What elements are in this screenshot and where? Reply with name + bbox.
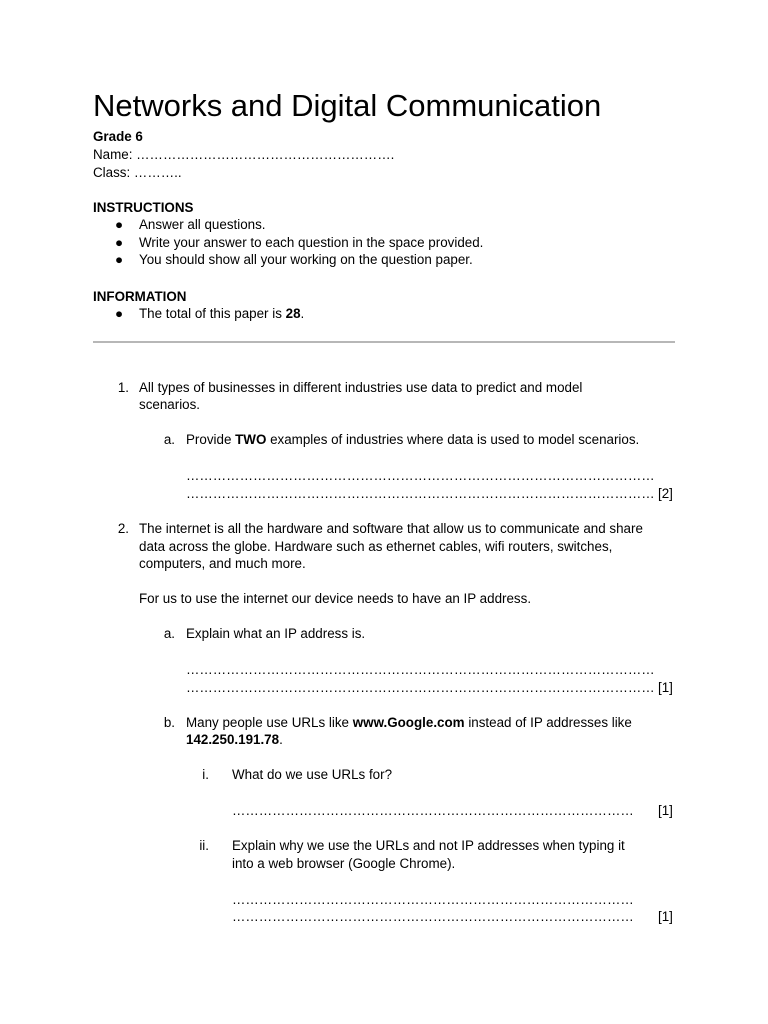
subpart-text: Explain why we use the URLs and not IP addresses when typing it (232, 838, 625, 853)
grade-label: Grade 6 (93, 129, 143, 144)
answer-line: …………………………………………………………………………………………… (186, 486, 655, 501)
part-letter: b. (163, 715, 175, 730)
part-text: Provide TWO examples of industries where data is used to model scenarios. (186, 432, 640, 447)
information-heading: INFORMATION (93, 289, 187, 304)
bullet-icon: ● (115, 252, 124, 267)
class-field: Class: ……….. (93, 165, 182, 180)
instructions-heading: INSTRUCTIONS (93, 200, 194, 215)
answer-line: …………………………………………………………………………………………… (186, 662, 655, 677)
answer-line: ……………………………………………………………………………… (232, 892, 634, 907)
name-field: Name: …………………………………………………. (93, 147, 395, 162)
section-divider (93, 341, 675, 343)
bullet-icon: ● (115, 306, 124, 321)
subpart-label: i. (202, 767, 209, 782)
question-number: 2. (117, 521, 129, 536)
subpart-text: into a web browser (Google Chrome). (232, 856, 456, 871)
part-letter: a. (163, 626, 175, 641)
question-text: The internet is all the hardware and software that allow us to communicate and share (139, 521, 643, 536)
subpart-text: What do we use URLs for? (232, 767, 393, 782)
marks-label: [1] (658, 680, 673, 695)
marks-label: [1] (658, 803, 673, 818)
paper-total: The total of this paper is 28. (139, 306, 305, 321)
question-text: data across the globe. Hardware such as ethernet cables, wifi routers, switches, (139, 539, 613, 554)
subpart-label: ii. (199, 838, 209, 853)
question-number: 1. (117, 380, 129, 395)
page-title: Networks and Digital Communication (93, 88, 602, 123)
question-text: scenarios. (139, 397, 201, 412)
marks-label: [1] (658, 909, 673, 924)
part-letter: a. (163, 432, 175, 447)
answer-line: ……………………………………………………………………………… (232, 803, 634, 818)
answer-line: …………………………………………………………………………………………… (186, 680, 655, 695)
part-text: 142.250.191.78. (186, 732, 283, 747)
part-text: Many people use URLs like www.Google.com instead of IP addresses like (186, 715, 632, 730)
question-text: For us to use the internet our device needs to have an IP address. (139, 591, 532, 606)
marks-label: [2] (658, 486, 673, 501)
bullet-icon: ● (115, 217, 124, 232)
answer-line: ……………………………………………………………………………… (232, 909, 634, 924)
part-text: Explain what an IP address is. (186, 626, 366, 641)
bullet-icon: ● (115, 235, 124, 250)
question-text: computers, and much more. (139, 556, 306, 571)
question-text: All types of businesses in different industries use data to predict and model (139, 380, 583, 395)
answer-line: …………………………………………………………………………………………… (186, 468, 655, 483)
